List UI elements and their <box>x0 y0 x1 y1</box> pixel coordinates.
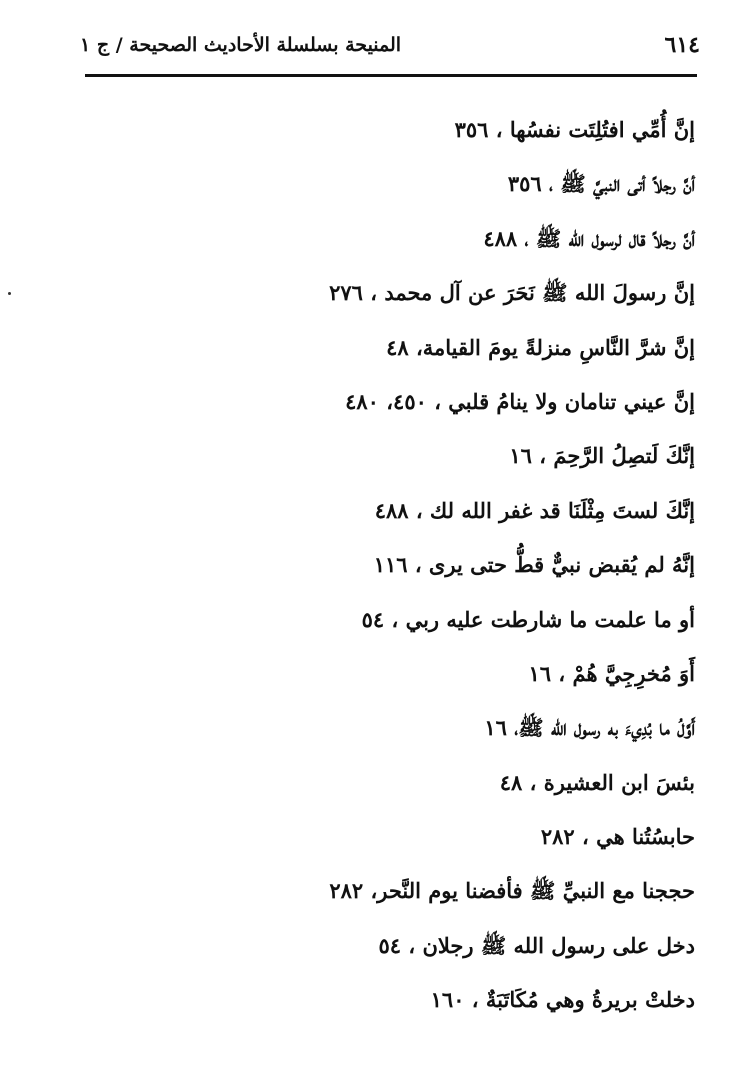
index-entry: أو ما علمت ما شارطت عليه ربي ، ٥٤ <box>361 606 695 632</box>
index-entry: أَوَ مُخرِجِيَّ هُمْ ، ١٦ <box>528 660 695 686</box>
index-entry: إنَّكَ لَتصِلُ الرَّحِمَ ، ١٦ <box>509 443 695 469</box>
index-entry: حججنا مع النبيِّ ﷺ فأفضنا يوم النَّحر، ٢٨٢ <box>329 878 695 904</box>
index-entry: أَوَّلُ ما بُدِيءَ به رسول الله ﷺ، ١٦ <box>484 715 695 741</box>
index-entry: دخل على رسول الله ﷺ رجلان ، ٥٤ <box>378 932 695 958</box>
margin-speck <box>8 292 11 295</box>
index-entry: حابسُتُنا هي ، ٢٨٢ <box>540 824 695 850</box>
index-entry: بئسَ ابن العشيرة ، ٤٨ <box>499 769 695 795</box>
index-entry: دخلتْ بريرةُ وهي مُكَاتَبَةٌ ، ١٦٠ <box>430 987 695 1013</box>
index-entry: أنَّ رجلاً قال لرسول الله ﷺ ، ٤٨٨ <box>483 225 695 251</box>
index-list <box>95 110 695 1035</box>
index-entry: إنَّكَ لستَ مِثْلَنَا قد غفر الله لك ، ٤٨٨ <box>374 497 695 523</box>
index-entry: إنَّ عيني تنامان ولا ينامُ قلبي ، ٤٥٠، ٤٨٠ <box>345 388 695 414</box>
header-rule <box>85 74 697 77</box>
index-entry: إنَّهُ لم يُقبض نبيٌّ قطُّ حتى يرى ، ١١٦ <box>373 552 695 578</box>
index-entry: أنَّ رجلاً أتى النبيَّ ﷺ ، ٣٥٦ <box>507 171 695 197</box>
index-entry: إنَّ رسولَ الله ﷺ نَحَرَ عن آل محمد ، ٢٧٦ <box>329 280 695 306</box>
page-header <box>80 32 700 72</box>
running-title: المنيحة بسلسلة الأحاديث الصحيحة / ج ١ <box>80 34 402 56</box>
index-entry: إنَّ شرَّ النَّاسِ منزلةً يومَ القيامة، ٤٨ <box>386 334 695 360</box>
index-entry: إنَّ أُمِّي افتُلِتَت نفسُها ، ٣٥٦ <box>454 117 695 142</box>
page-number: ٦١٤ <box>664 32 700 58</box>
